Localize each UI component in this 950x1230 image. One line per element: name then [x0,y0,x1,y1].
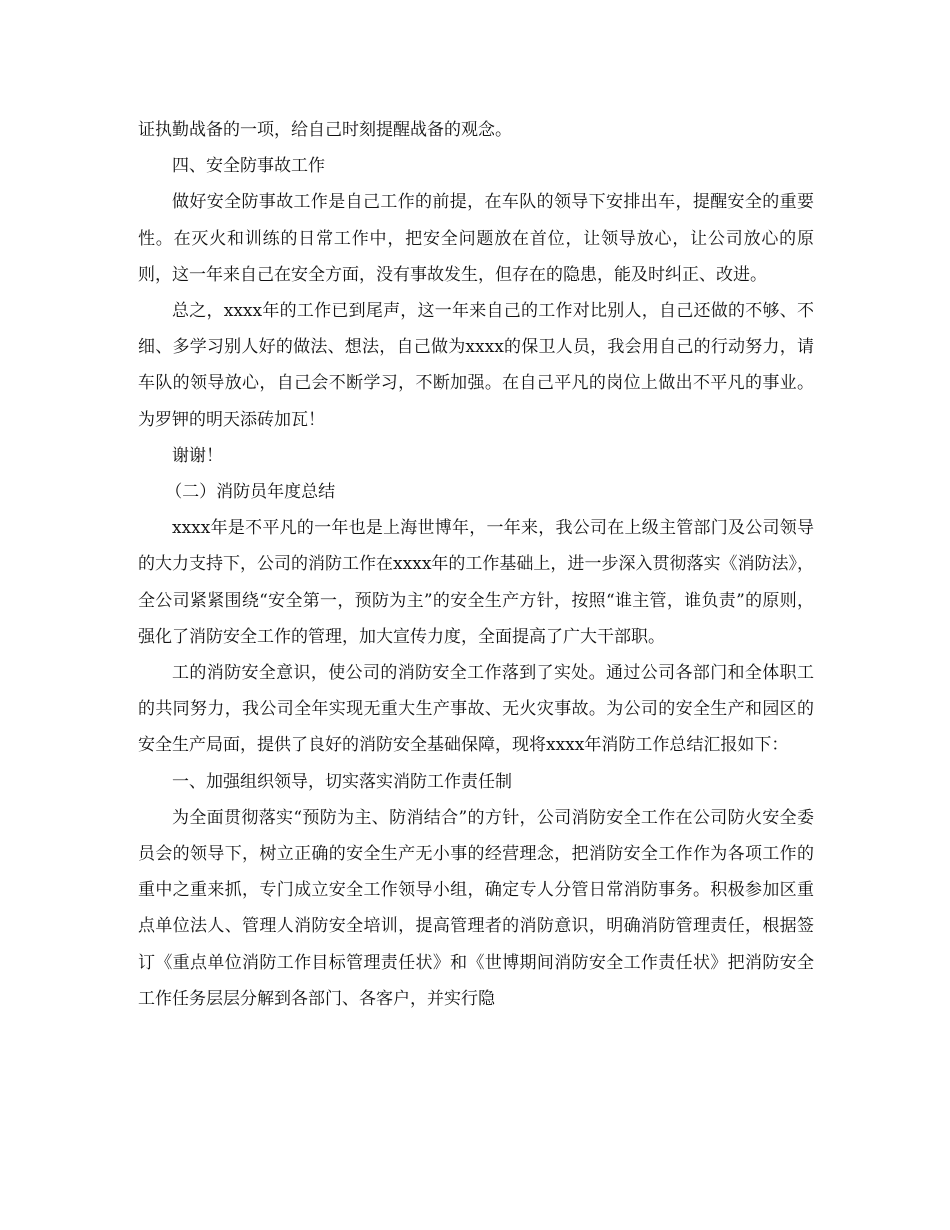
section-heading-organization: 一、加强组织领导，切实落实消防工作责任制 [172,771,512,792]
thanks-line: 谢谢！ [172,445,223,466]
paragraph-continuation: 证执勤战备的一项，给自己时刻提醒战备的观念。 [138,120,512,140]
paragraph-intro: xxxx年是不平凡的一年也是上海世博年，一年来，我公司在上级主管部门及公司领导的大力支持下，公司的消防工作在xxxx年的工作基础上，进一步深入贯彻落实《消防法》，全公司紧紧围绕“安全第一，预防为主”的安全生产方针，按照“谁主管，谁负责”的原则，强化了消防安全工作的管理，加大宣传力度，全面提高了广大干部职。 [138,518,814,647]
paragraph-conclusion: 总之，xxxx年的工作已到尾声，这一年来自己的工作对比别人，自己还做的不够、不细、多学习别人好的做法、想法，自己做为xxxx的保卫人员，我会用自己的行动努力，请车队的领导放心，自己会不断学习，不断加强。在自己平凡的岗位上做出不平凡的事业。为罗钾的明天添砖加瓦！ [138,301,814,430]
paragraph-responsibility: 为全面贯彻落实“预防为主、防消结合”的方针，公司消防安全工作在公司防火安全委员会的领导下，树立正确的安全生产无小事的经营理念，把消防安全工作作为各项工作的重中之重来抓，专门成立安全工作领导小组，确定专人分管日常消防事务。积极参加区重点单位法人、管理人消防安全培训，提高管理者的消防意识，明确消防管理责任，根据签订《重点单位消防工作目标管理责任状》和《世博期间消防安全工作责任状》把消防安全工作任务层层分解到各部门、各客户，并实行隐 [138,807,814,1009]
paragraph-safety: 做好安全防事故工作是自己工作的前提，在车队的领导下安排出车，提醒安全的重要性。在灭火和训练的日常工作中，把安全问题放在首位，让领导放心，让公司放心的原则，这一年来自己在安全方面，没有事故发生，但存在的隐患，能及时纠正、改进。 [138,192,814,285]
section-heading-safety: 四、安全防事故工作 [172,156,325,177]
section-heading-firefighter-summary: （二）消防员年度总结 [165,482,336,503]
document-body [138,112,814,1017]
paragraph-awareness: 工的消防安全意识，使公司的消防安全工作落到了实处。通过公司各部门和全体职工的共同努力，我公司全年实现无重大生产事故、无火灾事故。为公司的安全生产和园区的安全生产局面，提供了良好的消防安全基础保障，现将xxxx年消防工作总结汇报如下： [138,663,814,756]
